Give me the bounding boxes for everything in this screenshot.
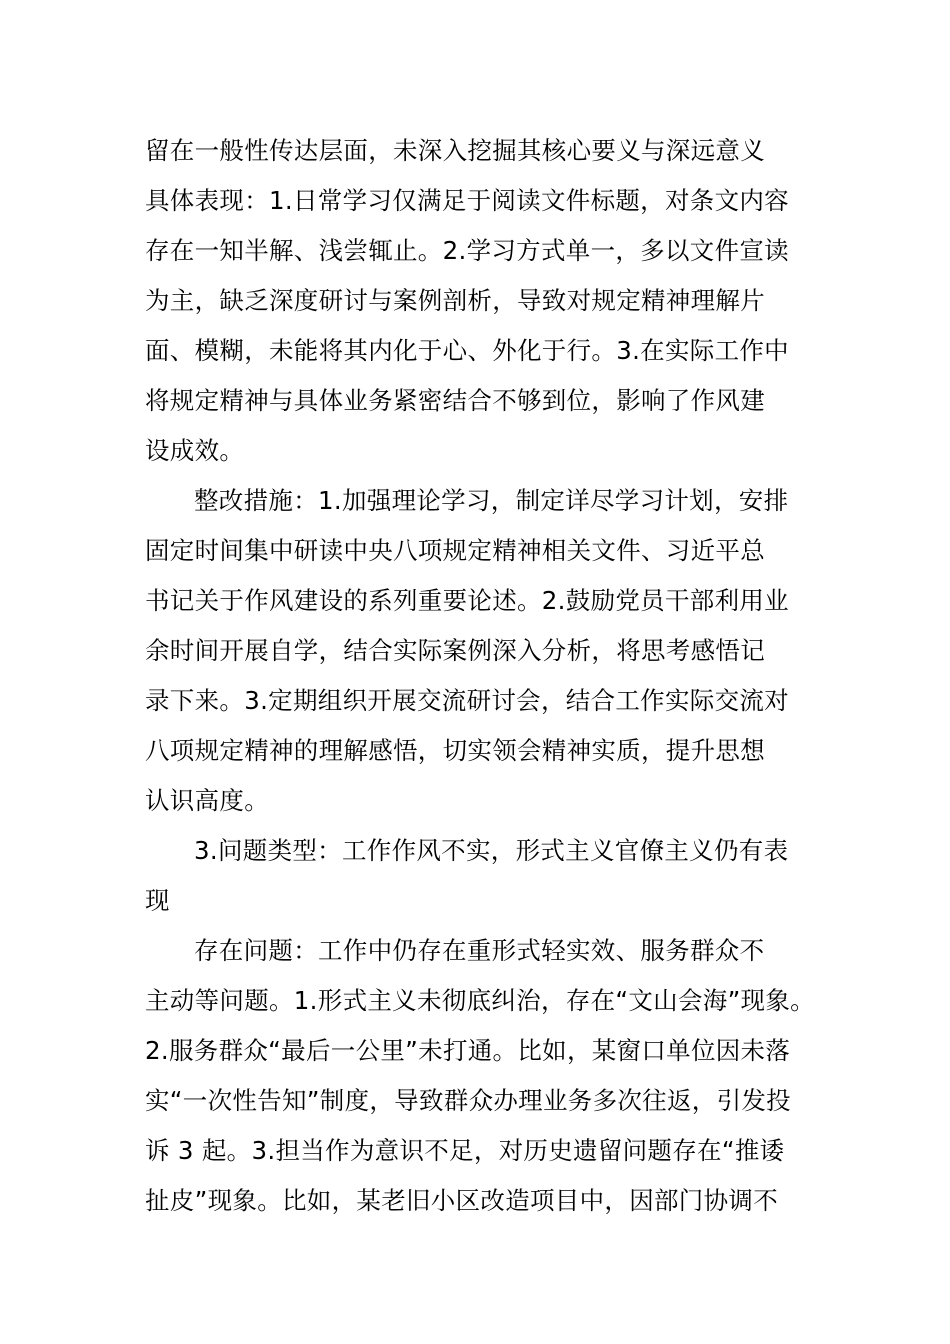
text-line: 实“一次性告知”制度，导致群众办理业务多次往返，引发投 <box>145 1086 791 1115</box>
text-line: 书记关于作风建设的系列重要论述。2.鼓励党员干部利用业 <box>145 586 789 615</box>
body-text <box>145 126 835 1226</box>
text-line: 设成效。 <box>145 436 245 465</box>
text-line: 为主，缺乏深度研讨与案例剖析，导致对规定精神理解片 <box>145 286 765 315</box>
text-line: 存在一知半解、浅尝辄止。2.学习方式单一，多以文件宣读 <box>145 236 789 265</box>
text-line: 留在一般性传达层面，未深入挖掘其核心要义与深远意义 <box>145 136 765 165</box>
text-line: 面、模糊，未能将其内化于心、外化于行。3.在实际工作中 <box>145 336 789 365</box>
text-line: 固定时间集中研读中央八项规定精神相关文件、习近平总 <box>145 536 765 565</box>
section-heading-line: 3.问题类型：工作作风不实，形式主义官僚主义仍有表 <box>194 836 789 865</box>
text-line: 2.服务群众“最后一公里”未打通。比如，某窗口单位因未落 <box>145 1036 791 1065</box>
text-line: 诉 3 起。3.担当作为意识不足，对历史遗留问题存在“推诿 <box>145 1136 785 1165</box>
text-line: 现 <box>145 886 170 915</box>
text-line: 八项规定精神的理解感悟，切实领会精神实质，提升思想 <box>145 736 765 765</box>
text-line: 主动等问题。1.形式主义未彻底纠治，存在“文山会海”现象。 <box>145 986 815 1015</box>
text-line: 录下来。3.定期组织开展交流研讨会，结合工作实际交流对 <box>145 686 789 715</box>
paragraph-start-line: 存在问题：工作中仍存在重形式轻实效、服务群众不 <box>194 936 765 965</box>
text-line: 将规定精神与具体业务紧密结合不够到位，影响了作风建 <box>145 386 765 415</box>
text-line: 扯皮”现象。比如，某老旧小区改造项目中，因部门协调不 <box>145 1186 778 1215</box>
text-line: 余时间开展自学，结合实际案例深入分析，将思考感悟记 <box>145 636 765 665</box>
paragraph-start-line: 整改措施：1.加强理论学习，制定详尽学习计划，安排 <box>194 486 789 515</box>
text-line: 认识高度。 <box>145 786 269 815</box>
text-line: 具体表现：1.日常学习仅满足于阅读文件标题，对条文内容 <box>145 186 789 215</box>
